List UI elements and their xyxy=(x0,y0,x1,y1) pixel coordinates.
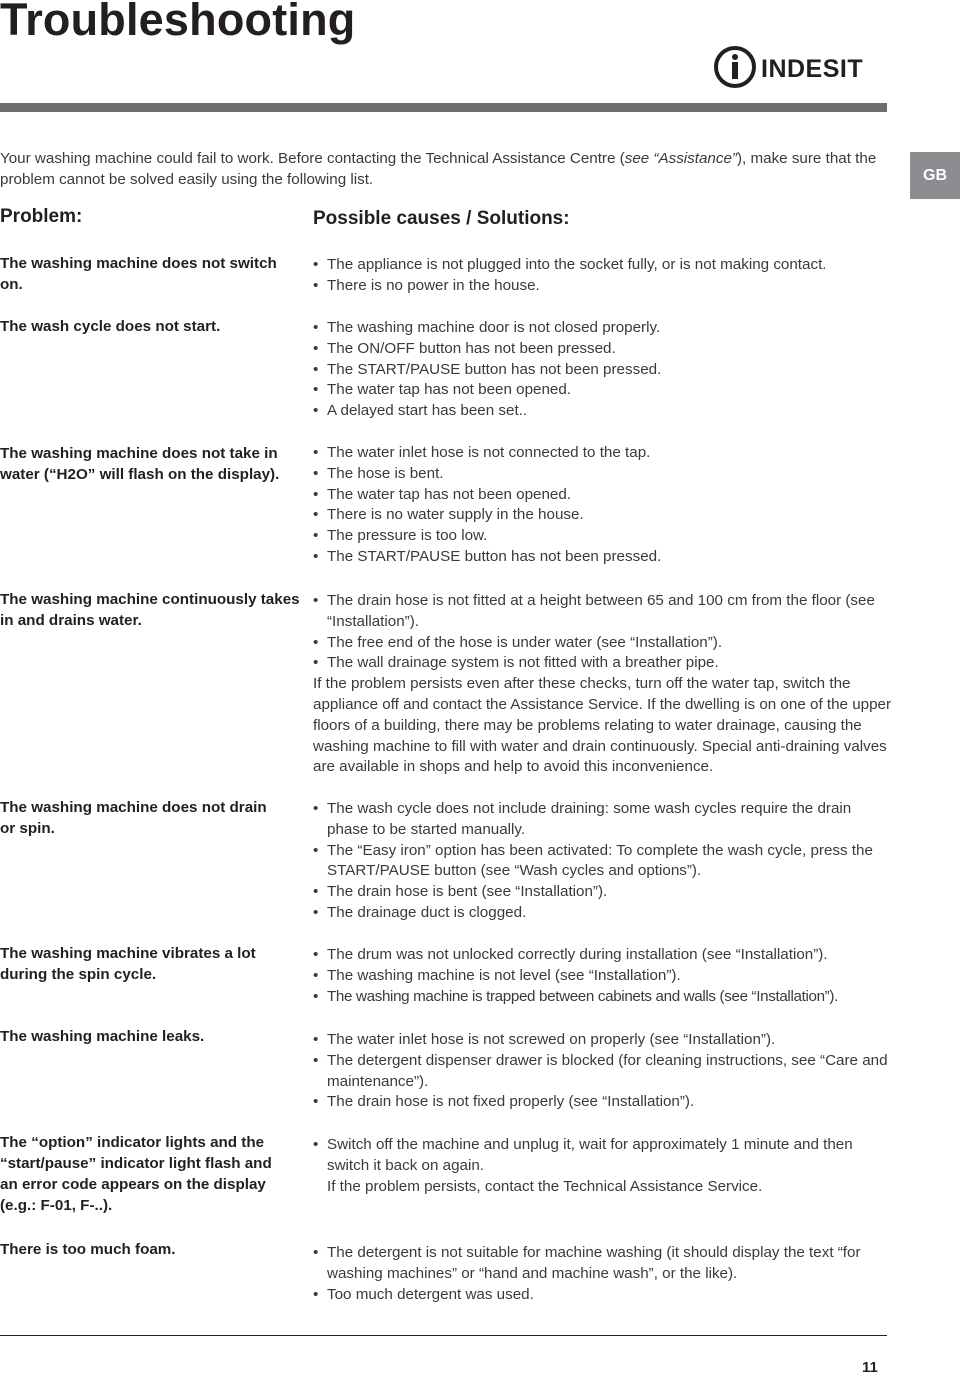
causes-list xyxy=(313,1243,873,1305)
cause-item: • The washing machine is not level (see “Installation”). xyxy=(313,966,913,987)
cause-item: • The drain hose is not fixed properly (see “Installation”). xyxy=(313,1092,893,1113)
cause-item: • The pressure is too low. xyxy=(313,526,913,547)
cause-item: • The START/PAUSE button has not been pressed. xyxy=(313,360,913,381)
cause-item: • The water inlet hose is not connected to the tap. xyxy=(313,443,913,464)
problem-text: The washing machine does not switch on. xyxy=(0,255,277,293)
cause-item: • The drain hose is bent (see “Installation”). xyxy=(313,882,893,903)
causes-column-heading: Possible causes / Solutions: xyxy=(313,208,570,229)
cause-item: • The “Easy iron” option has been activated: To complete the wash cycle, press the START/PAUSE button (see “Wash cycles and options”). xyxy=(313,841,893,883)
cause-item: • The water inlet hose is not screwed on properly (see “Installation”). xyxy=(313,1030,893,1051)
cause-item: • A delayed start has been set.. xyxy=(313,401,913,422)
indesit-logo-icon xyxy=(713,44,889,90)
cause-item: • The washing machine door is not closed properly. xyxy=(313,318,913,339)
intro-see-reference: see “Assistance” xyxy=(624,150,737,167)
problem-text: The wash cycle does not start. xyxy=(0,318,221,335)
problem-text: The washing machine continuously takes in and drains water. xyxy=(0,591,300,629)
causes-list xyxy=(313,799,893,924)
page-title: Troubleshooting xyxy=(0,0,356,45)
cause-item: • The wash cycle does not include draining: some wash cycles require the drain phase to be started manually. xyxy=(313,799,893,841)
cause-note: If the problem persists, contact the Technical Assistance Service. xyxy=(327,1177,763,1195)
cause-item: • The water tap has not been opened. xyxy=(313,485,913,506)
brand-logo-text: INDESIT xyxy=(761,55,864,83)
cause-item: • The detergent dispenser drawer is blocked (for cleaning instructions, see “Care and maintenance”). xyxy=(313,1051,893,1093)
cause-note: If the problem persists even after these checks, turn off the water tap, switch the appliance off and contact the Assistance Service. If the dwelling is on one of the upper floors of a building, there may be problems relating to water drainage, causing the washing machine to fill with water and drain continuously. Special anti-draining valves are available in shops and help to avoid this inconvenience. xyxy=(313,675,892,776)
cause-item: • The wall drainage system is not fitted with a breather pipe. xyxy=(313,653,893,674)
cause-item: • The water tap has not been opened. xyxy=(313,380,913,401)
problem-text: There is too much foam. xyxy=(0,1241,176,1258)
causes-list xyxy=(313,255,913,297)
intro-text-start: Your washing machine could fail to work. Before contacting the Technical Assistance Centre ( xyxy=(0,150,625,167)
header-divider xyxy=(0,103,887,112)
cause-item: • The washing machine is trapped between cabinets and walls (see “Installation”). xyxy=(313,987,913,1008)
cause-item: • The ON/OFF button has not been pressed. xyxy=(313,339,913,360)
causes-list xyxy=(313,443,913,568)
intro-text-end: ), make sure that the problem cannot be solved easily using the following list. xyxy=(0,150,877,188)
causes-list xyxy=(313,1030,893,1113)
cause-item: • The free end of the hose is under water (see “Installation”). xyxy=(313,633,893,654)
language-tab: GB xyxy=(910,152,960,199)
causes-list xyxy=(313,591,893,778)
footer-divider xyxy=(0,1335,887,1336)
cause-item: • The appliance is not plugged into the socket fully, or is not making contact. xyxy=(313,255,913,276)
problem-text: The washing machine does not drain or spin. xyxy=(0,799,267,837)
cause-item: • There is no water supply in the house. xyxy=(313,505,913,526)
cause-item: • The detergent is not suitable for machine washing (it should display the text “for washing machines” or “hand and machine wash”, or the like). xyxy=(313,1243,873,1285)
causes-list xyxy=(313,318,913,422)
cause-item: • Switch off the machine and unplug it, wait for approximately 1 minute and then switch it back on again. xyxy=(313,1135,893,1177)
cause-item: • The drain hose is not fitted at a height between 65 and 100 cm from the floor (see “Installation”). xyxy=(313,591,893,633)
brand-logo xyxy=(713,44,889,90)
cause-item: • Too much detergent was used. xyxy=(313,1285,873,1306)
problem-text: The washing machine does not take in water (“H2O” will flash on the display). xyxy=(0,445,280,483)
cause-item: • The drainage duct is clogged. xyxy=(313,903,893,924)
problem-column-heading: Problem: xyxy=(0,206,83,227)
cause-item: • The drum was not unlocked correctly during installation (see “Installation”). xyxy=(313,945,913,966)
causes-list xyxy=(313,945,913,1007)
problem-text: The washing machine leaks. xyxy=(0,1028,205,1045)
cause-item: • There is no power in the house. xyxy=(313,276,913,297)
cause-item: • The hose is bent. xyxy=(313,464,913,485)
problem-text: The washing machine vibrates a lot during the spin cycle. xyxy=(0,945,256,983)
intro-paragraph xyxy=(0,148,880,190)
problem-text: The “option” indicator lights and the “start/pause” indicator light flash and an error code appears on the display (e.g.: F-01, F-..). xyxy=(0,1134,272,1214)
page-number: 11 xyxy=(862,1359,878,1376)
cause-item: • The START/PAUSE button has not been pressed. xyxy=(313,547,913,568)
causes-list xyxy=(313,1135,893,1197)
